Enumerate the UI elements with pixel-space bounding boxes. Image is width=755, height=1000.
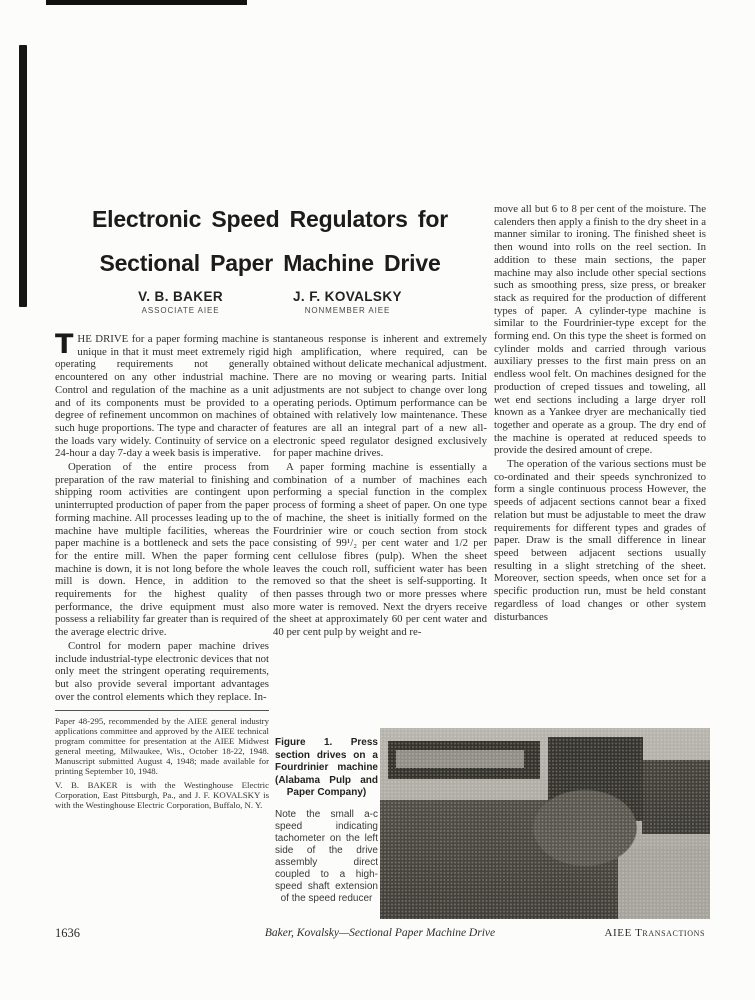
author-1	[138, 289, 223, 315]
column-2-paragraph-1: stantaneous response is inherent and extremely high amplification, where required, can be obtained without delicate mechanical adjustment. There are no moving or wearing parts. Initial adjustments are not subject to change over long operating periods. Optimum performance can be obtained with relatively low maintenance. These features are all an integral part of a new all-electronic speed regulator designed exclusively for paper machine drives.	[273, 333, 487, 460]
article-title-line1: Electronic Speed Regulators for	[92, 206, 448, 232]
column-1	[55, 329, 269, 811]
footnote-rule	[55, 710, 269, 711]
article-title	[60, 197, 480, 285]
column-1-paragraph-1	[55, 329, 269, 460]
figure-note: Note the small a-c speed indicating tachometer on the left side of the drive assembly direct coupled to a high-speed shaft extension of the speed reducer	[275, 808, 378, 904]
scan-artifact-left-bar	[19, 45, 27, 307]
figure-photo	[380, 728, 710, 919]
author-2-name: J. F. KOVALSKY	[293, 289, 402, 304]
scan-artifact-top-line	[46, 0, 247, 5]
figure-caption-block	[275, 737, 378, 905]
author-2-affiliation: NONMEMBER AIEE	[304, 306, 391, 315]
column-2	[273, 333, 487, 639]
column-1-paragraph-2: Operation of the entire process from preparation of the raw material to finishing and shipping room activities are contingent upon uninterrupted production of paper from the paper forming machine. All processes leading up to the machine have multiple facilities, whereas the paper machine is a bottleneck and sets the pace for the entire mill. When the paper forming machine is down, it is not long before the whole mill is down. Hence, in addition to the requirements for the highest quality of performance, the drive equipment must also possess a reliability far greater than is required of the average electric drive.	[55, 461, 269, 639]
footnote-paper-info: Paper 48-295, recommended by the AIEE general industry applications committee and approved by the AIEE technical program committee for presentation at the AIEE Midwest general meeting, Milwaukee, Wis., October 18-22, 1948. Manuscript submitted August 4, 1948; made available for printing September 10, 1948.	[55, 716, 269, 777]
figure-caption: Figure 1. Press section drives on a Fourdrinier machine (Alabama Pulp and Paper Company)	[275, 737, 378, 799]
column-1-paragraph-3: Control for modern paper machine drives include industrial-type electronic devices that not only meet the stringent operating requirements, but also provide several important advantages over the control elements which they replace. In-	[55, 639, 269, 703]
running-title: Baker, Kovalsky—Sectional Paper Machine Drive	[264, 927, 496, 939]
author-1-name: V. B. BAKER	[138, 289, 224, 304]
article-title-line2: Sectional Paper Machine Drive	[99, 250, 441, 276]
column-3-paragraph-1: move all but 6 to 8 per cent of the moisture. The calenders then apply a finish to the dry sheet in a manner similar to ironing. The finished sheet is then wound into rolls on the reel section. In addition to these main sections, the paper machine may also include other special sections such as smoothing press, size press, or breaker stack as required for the production of different types of paper. A cylinder-type machine is similar to the Fourdrinier-type except for the forming end. On this type the sheet is formed on cylinder molds and carried through various auxiliary presses to the first main press on an endless wool felt. On machines designed for the production of creped tissues and toweling, all wet end sections including a large dryer roll known as a Yankee dryer are mechanically tied together and operate as a group. The dry end of the machine is operated at reduced speeds to provide the desired amount of crepe.	[494, 203, 706, 457]
column-2-paragraph-2: A paper forming machine is essentially a combination of a number of machines each performing a special function in the complex process of forming a sheet of paper. On one type of machine, the sheet is initially formed on the Fourdrinier wire or couch section from stock consisting of 99¹/₂ per cent water and 1/2 per cent cellulose fibres (pulp). When the sheet leaves the couch roll, sufficient water has been removed so that the sheet is self-supporting. It then passes through two or more presses where more water is removed. Next the dryers receive the sheet at approximately 60 per cent water and 40 per cent pulp by weight and re-	[273, 461, 487, 639]
author-block	[60, 289, 480, 315]
column-3	[494, 203, 706, 623]
author-1-affiliation: ASSOCIATE AIEE	[141, 306, 220, 315]
column-1-paragraph-1-text: HE DRIVE for a paper forming machine is unique in that it must meet extremely rigid operating requirements not generally encountered on any other industrial machine. Control and regulation of the machine as a unit and of its components must be provided to a degree of refinement uncommon on machines of such huge proportions. The type and character of the loads vary widely. Continuity of service on a 24-hour a day 7-day a week basis is imperative.	[55, 333, 269, 460]
footnote-author-info: V. B. BAKER is with the Westinghouse Electric Corporation, East Pittsburgh, Pa., and J. F. KOVALSKY is with the Westinghouse Electric Corporation, Buffalo, N. Y.	[55, 780, 269, 811]
column-3-paragraph-2: The operation of the various sections must be co-ordinated and their speeds synchronized to form a single continuous process However, the speeds of adjacent sections cannot bear a fixed relation but must be adjustable to meet the draw requirements for different types and grades of paper. Draw is the small difference in linear speed between adjacent sections usually resulting in a slight stretching of the sheet. Moreover, section speeds, when once set for a specific production run, must be held constant regardless of load changes or other system disturbances	[494, 458, 706, 623]
footnote	[55, 716, 269, 810]
journal-name: AIEE Transactions	[604, 927, 705, 939]
author-2	[293, 289, 402, 315]
drop-cap: T	[55, 329, 74, 360]
page-number: 1636	[55, 926, 80, 940]
